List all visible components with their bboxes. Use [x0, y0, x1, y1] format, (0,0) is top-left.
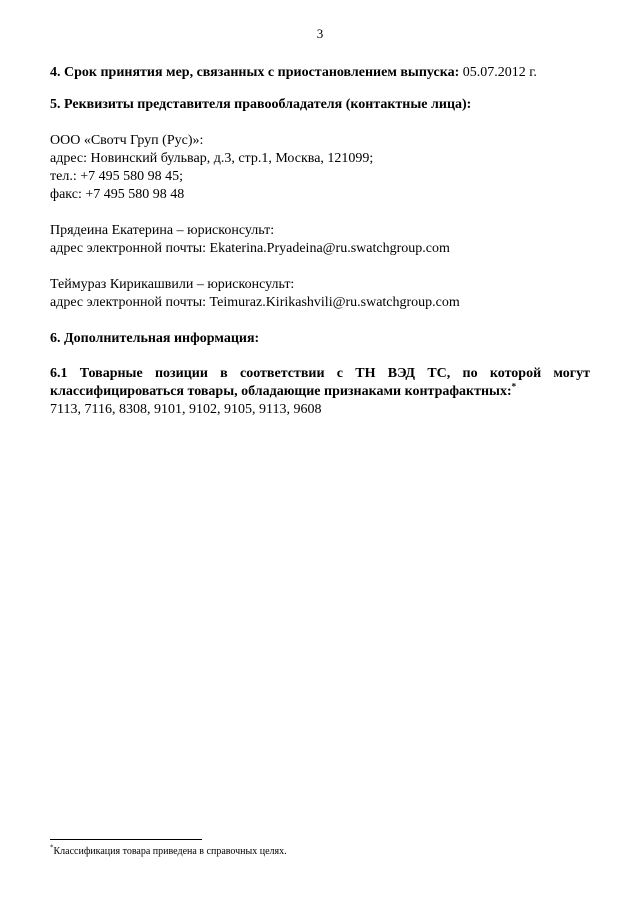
contact-person-2 — [50, 276, 590, 312]
organization-address: адрес: Новинский бульвар, д.3, стр.1, Москва, 121099; — [50, 151, 374, 166]
section-6-heading: 6. Дополнительная информация: — [50, 331, 260, 346]
contact-2-email: адрес электронной почты: Teimuraz.Kirikashvili@ru.swatchgroup.com — [50, 295, 460, 310]
section-6-1-line-2-wrap — [50, 383, 590, 401]
section-4-label: 4. Срок принятия мер, связанных с приостановлением выпуска: — [50, 65, 460, 80]
section-6-1-line-1: 6.1 Товарные позиции в соответствии с ТН ВЭД ТС, по которой могут — [50, 366, 590, 381]
footnote-text: Классификация товара приведена в справочных целях. — [53, 846, 287, 857]
tn-ved-codes: 7113, 7116, 8308, 9101, 9102, 9105, 9113, 9608 — [50, 402, 322, 417]
organization-fax: факс: +7 495 580 98 48 — [50, 187, 185, 202]
contact-1-email: адрес электронной почты: Ekaterina.Pryadeina@ru.swatchgroup.com — [50, 241, 450, 256]
page-number: 3 — [316, 26, 324, 41]
contact-2-name-role: Теймураз Кирикашвили – юрисконсульт: — [50, 277, 295, 292]
section-5-heading: 5. Реквизиты представителя правообладателя (контактные лица): — [50, 97, 472, 112]
section-4-deadline — [50, 64, 590, 82]
organization-name: ООО «Свотч Груп (Рус)»: — [50, 133, 204, 148]
footnote — [50, 843, 287, 858]
organization-phone: тел.: +7 495 580 98 45; — [50, 169, 183, 184]
contact-person-1 — [50, 222, 590, 258]
organization-block — [50, 132, 590, 204]
section-4-date: 05.07.2012 г. — [462, 65, 537, 80]
footnote-separator — [50, 839, 202, 840]
section-6-1 — [50, 365, 590, 419]
document-body — [50, 64, 590, 419]
section-6-1-line-2: классифицироваться товары, обладающие признаками контрафактных: — [50, 384, 512, 399]
contact-1-name-role: Прядеина Екатерина – юрисконсульт: — [50, 223, 275, 238]
footnote-marker: * — [511, 381, 517, 392]
footnote-marker-ref: * — [50, 843, 54, 852]
